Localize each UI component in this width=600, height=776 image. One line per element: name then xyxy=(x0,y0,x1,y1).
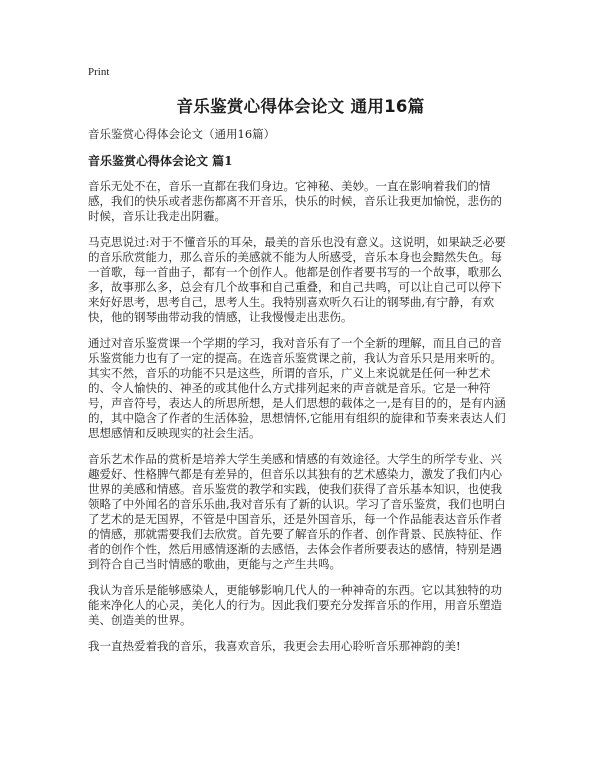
paragraph: 通过对音乐鉴赏课一个学期的学习，我对音乐有了一个全新的理解，而且自己的音乐鉴赏能力也有了一定的提高。在选音乐鉴赏课之前，我认为音乐只是用来听的。其实不然，音乐的功能不只是这些，所谓的音乐，广义上来说就是任何一种艺术的、令人愉快的、神圣的或其他什么方式排列起来的声音就是音乐。它是一种符号，声音符号，表达人的所思所想，是人们思想的载体之一,是有目的的，是有内涵的，其中隐含了作者的生活体验，思想情怀,它能用有组织的旋律和节奏来表达人们思想感情和反映现实的社会生活。 xyxy=(88,336,506,440)
paragraph: 音乐无处不在，音乐一直都在我们身边。它神秘、美妙。一直在影响着我们的情感，我们的快乐或者悲伤都离不开音乐，快乐的时候，音乐让我更加愉悦，悲伤的时候，音乐让我走出阴霾。 xyxy=(88,179,502,223)
print-link[interactable]: Print xyxy=(88,66,110,78)
page-title: 音乐鉴赏心得体会论文 通用16篇 xyxy=(176,97,425,116)
paragraph: 马克思说过:对于不懂音乐的耳朵，最美的音乐也没有意义。这说明，如果缺乏必要的音乐欣赏能力，那么音乐的美感就不能为人所感受，音乐本身也会黯然失色。每一首歌，每一首曲子，都有一个创作人。他都是创作者要书写的一个故事，歌那么多，故事那么多，总会有几个故事和自己重叠，和自己共鸣，可以让自己可以停下来好好思考，思考自己，思考人生。我特别喜欢听久石让的钢琴曲,有宁静，有欢快，他的钢琴曲带动我的情感，让我慢慢走出悲伤。 xyxy=(88,235,506,324)
section-heading: 音乐鉴赏心得体会论文 篇1 xyxy=(88,154,233,168)
paragraph: 我一直热爱着我的音乐，我喜欢音乐，我更会去用心聆听音乐那神韵的美! xyxy=(88,639,461,653)
document-page xyxy=(88,66,513,665)
paragraph: 音乐艺术作品的赏析是培养大学生美感和情感的有效途径。大学生的所学专业、兴趣爱好、性格脾气都是有差异的，但音乐以其独有的艺术感染力，激发了我们内心世界的美感和情感。音乐鉴赏的教学和实践，使我们获得了音乐基本知识，也使我领略了中外闻名的音乐乐曲,我对音乐有了新的认识。学习了音乐鉴赏，我们也明白了艺术的是无国界，不管是中国音乐，还是外国音乐，每一个作品能表达音乐作者的情感，那就需要我们去欣赏。首先要了解音乐的作者、创作背景、民族特征、作者的创作个性，然后用感情逐渐的去感悟，去体会作者所要表达的感情，特别是遇到符合自己当时情感的歌曲，更能与之产生共鸣。 xyxy=(88,452,506,571)
subtitle: 音乐鉴赏心得体会论文（通用16篇） xyxy=(88,127,276,141)
paragraph: 我认为音乐是能够感染人，更能够影响几代人的一种神奇的东西。它以其独特的功能来净化人的心灵，美化人的行为。因此我们要充分发挥音乐的作用，用音乐塑造美、创造美的世界。 xyxy=(88,583,502,627)
